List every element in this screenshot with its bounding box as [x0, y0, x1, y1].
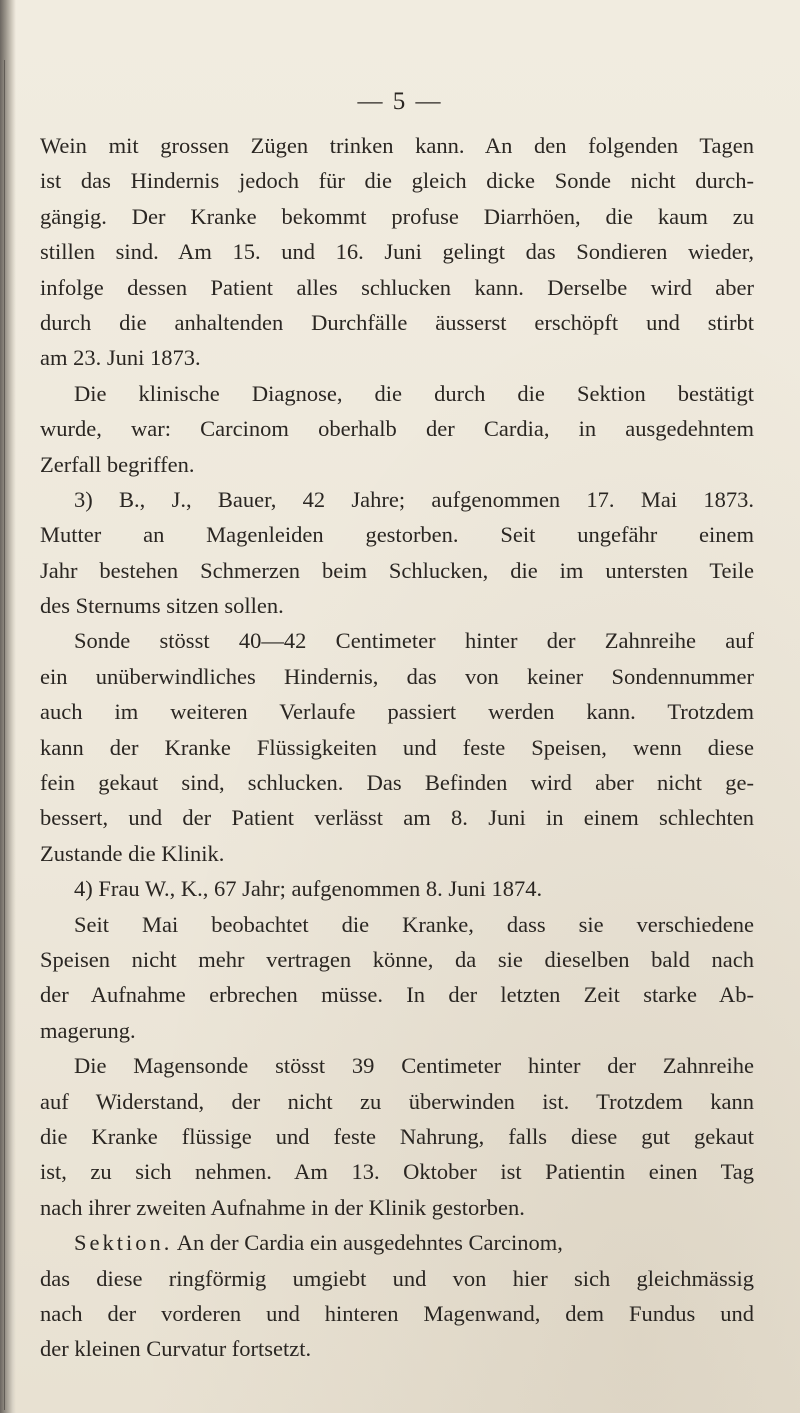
- text-line: durch die anhaltenden Durchfälle äusserst erschöpft und stirbt: [40, 309, 754, 335]
- text-line: fein gekaut sind, schlucken. Das Befinden wird aber nicht ge-: [40, 770, 754, 796]
- text-line: Die Magensonde stösst 39 Centimeter hinter der Zahnreihe: [74, 1053, 754, 1079]
- text-line: ist das Hindernis jedoch für die gleich dicke Sonde nicht durch-: [40, 168, 754, 194]
- case-heading: 4) Frau W., K., 67 Jahr; aufgenommen 8. Juni 1874.: [74, 876, 543, 902]
- text-line: am 23. Juni 1873.: [40, 345, 201, 371]
- text-line: auch im weiteren Verlaufe passiert werden kann. Trotzdem: [40, 699, 754, 725]
- case-heading: 3) B., J., Bauer, 42 Jahre; aufgenommen 17. Mai 1873.: [74, 486, 754, 512]
- binding-edge-line: [4, 60, 5, 1410]
- text-line: der kleinen Curvatur fortsetzt.: [40, 1336, 312, 1362]
- text-line: Seit Mai beobachtet die Kranke, dass sie verschiedene: [74, 911, 754, 937]
- text-line: Zerfall begriffen.: [40, 451, 195, 477]
- text-line: wurde, war: Carcinom oberhalb der Cardia, in ausgedehntem: [40, 416, 754, 442]
- text-line: nach ihrer zweiten Aufnahme in der Klinik gestorben.: [40, 1194, 525, 1220]
- text-line: Sonde stösst 40—42 Centimeter hinter der Zahnreihe auf: [74, 628, 754, 654]
- text-line: ein unüberwindliches Hindernis, das von keiner Sondennummer: [40, 663, 754, 689]
- body-text: [40, 128, 754, 1367]
- text-line: Die klinische Diagnose, die durch die Sektion bestätigt: [74, 380, 754, 406]
- text-fragment: An der Cardia ein ausgedehntes Carcinom,: [172, 1230, 563, 1256]
- page-number: — 5 —: [357, 88, 443, 115]
- text-line: gängig. Der Kranke bekommt profuse Diarrhöen, die kaum zu: [40, 203, 754, 229]
- section-lead: Sektion.: [74, 1230, 173, 1256]
- text-line: der Aufnahme erbrechen müsse. In der letzten Zeit starke Ab-: [40, 982, 754, 1008]
- text-line: magerung.: [40, 1017, 136, 1043]
- text-line: bessert, und der Patient verlässt am 8. Juni in einem schlechten: [40, 805, 754, 831]
- text-line: die Kranke flüssige und feste Nahrung, falls diese gut gekaut: [40, 1123, 754, 1149]
- text-line: ist, zu sich nehmen. Am 13. Oktober ist Patientin einen Tag: [40, 1159, 754, 1185]
- text-line: kann der Kranke Flüssigkeiten und feste Speisen, wenn diese: [40, 734, 754, 760]
- text-line: stillen sind. Am 15. und 16. Juni gelingt das Sondieren wieder,: [40, 239, 754, 265]
- text-line: Zustande die Klinik.: [40, 840, 225, 866]
- text-line: [40, 1225, 754, 1260]
- text-line: das diese ringförmig umgiebt und von hier sich gleichmässig: [40, 1265, 754, 1291]
- text-line: nach der vorderen und hinteren Magenwand, dem Fundus und: [40, 1300, 754, 1326]
- text-line: Wein mit grossen Zügen trinken kann. An den folgenden Tagen: [40, 133, 754, 158]
- text-line: Mutter an Magenleiden gestorben. Seit ungefähr einem: [40, 522, 754, 548]
- text-line: des Sternums sitzen sollen.: [40, 593, 284, 619]
- binding-edge-shadow: [0, 0, 16, 1413]
- text-line: auf Widerstand, der nicht zu überwinden ist. Trotzdem kann: [40, 1088, 754, 1114]
- text-line: Speisen nicht mehr vertragen könne, da sie dieselben bald nach: [40, 946, 754, 972]
- text-line: Jahr bestehen Schmerzen beim Schlucken, die im untersten Teile: [40, 557, 754, 583]
- text-line: infolge dessen Patient alles schlucken kann. Derselbe wird aber: [40, 274, 754, 300]
